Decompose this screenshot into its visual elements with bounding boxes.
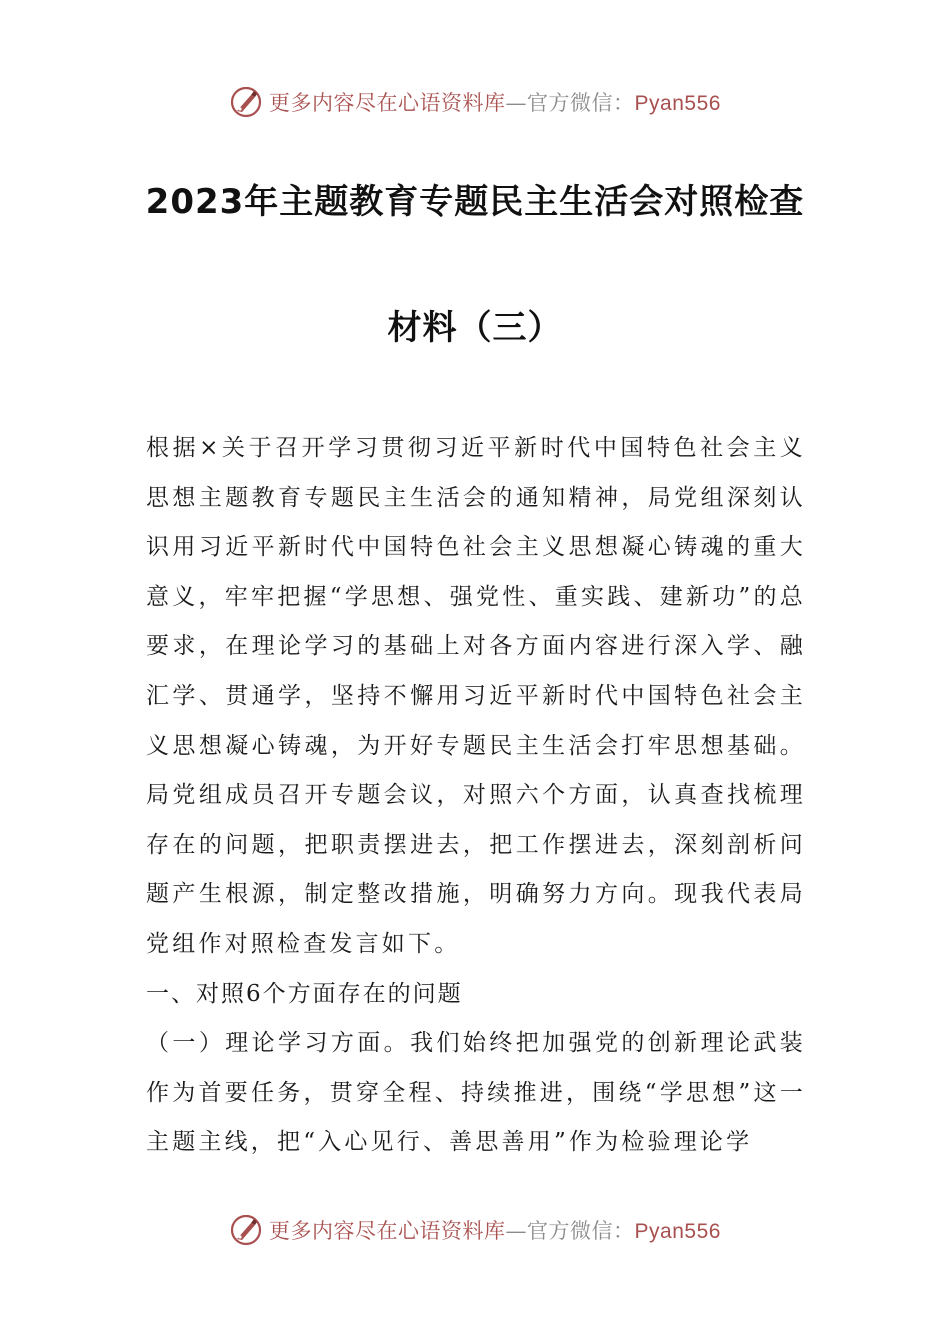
- document-title-line1: 2023年主题教育专题民主生活会对照检查: [145, 182, 805, 222]
- watermark-wechat-label: 官方微信：: [527, 91, 635, 115]
- watermark-banner-top: [0, 82, 950, 122]
- pen-nib-icon: [229, 85, 263, 119]
- paragraph-intro: 根据×关于召开学习贯彻习近平新时代中国特色社会主义思想主题教育专题民主生活会的通知精神，局党组深刻认识用习近平新时代中国特色社会主义思想凝心铸魂的重大意义，牢牢把握“学思想、强党性、重实践、建新功”的总要求，在理论学习的基础上对各方面内容进行深入学、融汇学、贯通学，坚持不懈用习近平新时代中国特色社会主义思想凝心铸魂，为开好专题民主生活会打牢思想基础。局党组成员召开专题会议，对照六个方面，认真查找梳理存在的问题，把职责摆进去，把工作摆进去，深刻剖析问题产生根源，制定整改措施，明确努力方向。现我代表局党组作对照检查发言如下。: [146, 435, 806, 957]
- section-heading-1: 一、对照6个方面存在的问题: [146, 980, 463, 1007]
- document-body: [146, 424, 806, 1168]
- watermark-dash: —: [505, 1219, 528, 1243]
- watermark-brand-text: 更多内容尽在心语资料库: [269, 1219, 506, 1243]
- document-title-line2: 材料（三）: [387, 308, 563, 348]
- watermark-wechat-id: Pyan556: [634, 1220, 721, 1243]
- watermark-wechat-id: Pyan556: [634, 92, 721, 115]
- paragraph-theory-study: （一）理论学习方面。我们始终把加强党的创新理论武装作为首要任务，贯穿全程、持续推进，围绕“学思想”这一主题主线，把“入心见行、善思善用”作为检验理论学: [146, 1030, 806, 1156]
- pen-nib-icon: [229, 1213, 263, 1247]
- watermark-brand-text: 更多内容尽在心语资料库: [269, 91, 506, 115]
- watermark-dash: —: [505, 91, 528, 115]
- watermark-banner-bottom: [0, 1210, 950, 1250]
- watermark-wechat-label: 官方微信：: [527, 1219, 635, 1243]
